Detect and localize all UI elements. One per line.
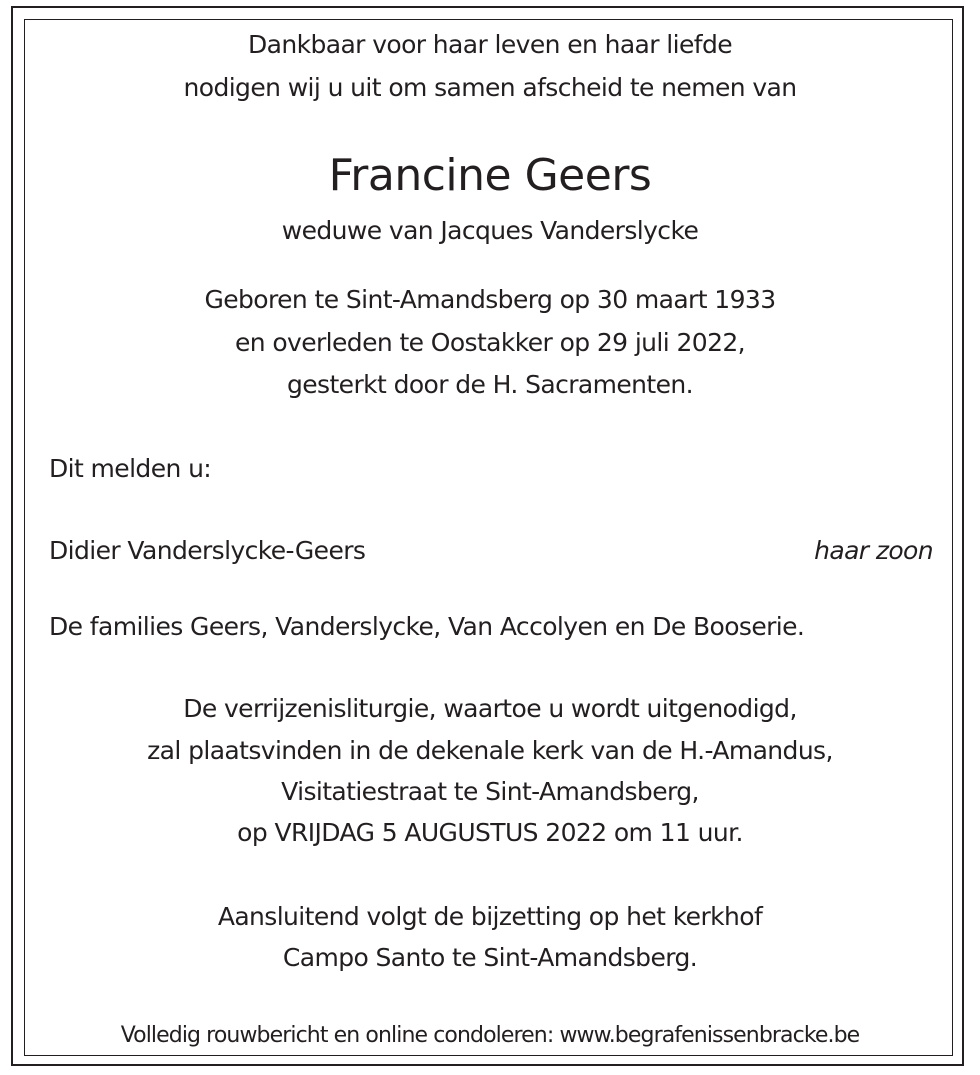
deceased-name: Francine Geers <box>328 150 652 201</box>
birth-line: Geboren te Sint-Amandsberg op 30 maart 1933 <box>204 285 776 314</box>
spouse-line: weduwe van Jacques Vanderslycke <box>281 216 699 245</box>
burial-line-1: Aansluitend volgt de bijzetting op het kerkhof <box>217 902 763 931</box>
burial-line-2: Campo Santo te Sint-Amandsberg. <box>282 943 698 972</box>
intro-line-1: Dankbaar voor haar leven en haar liefde <box>247 30 733 59</box>
sacraments-line: gesterkt door de H. Sacramenten. <box>287 370 693 399</box>
service-line-4: op VRIJDAG 5 AUGUSTUS 2022 om 11 uur. <box>237 818 743 847</box>
intro-line-2: nodigen wij u uit om samen afscheid te nemen van <box>183 73 797 102</box>
announced-by-label: Dit melden u: <box>49 454 212 483</box>
families-line: De families Geers, Vanderslycke, Van Accolyen en De Booserie. <box>49 612 805 641</box>
relative-relation: haar zoon <box>814 536 933 565</box>
service-line-3: Visitatiestraat te Sint-Amandsberg, <box>281 777 699 806</box>
relative-name: Didier Vanderslycke-Geers <box>49 536 366 565</box>
death-line: en overleden te Oostakker op 29 juli 2022, <box>234 328 746 357</box>
service-line-2: zal plaatsvinden in de dekenale kerk van de H.-Amandus, <box>147 736 833 765</box>
footer-link-text: Volledig rouwbericht en online condoleren: www.begrafenissenbracke.be <box>120 1023 860 1048</box>
service-line-1: De verrijzenisliturgie, waartoe u wordt uitgenodigd, <box>183 694 797 723</box>
